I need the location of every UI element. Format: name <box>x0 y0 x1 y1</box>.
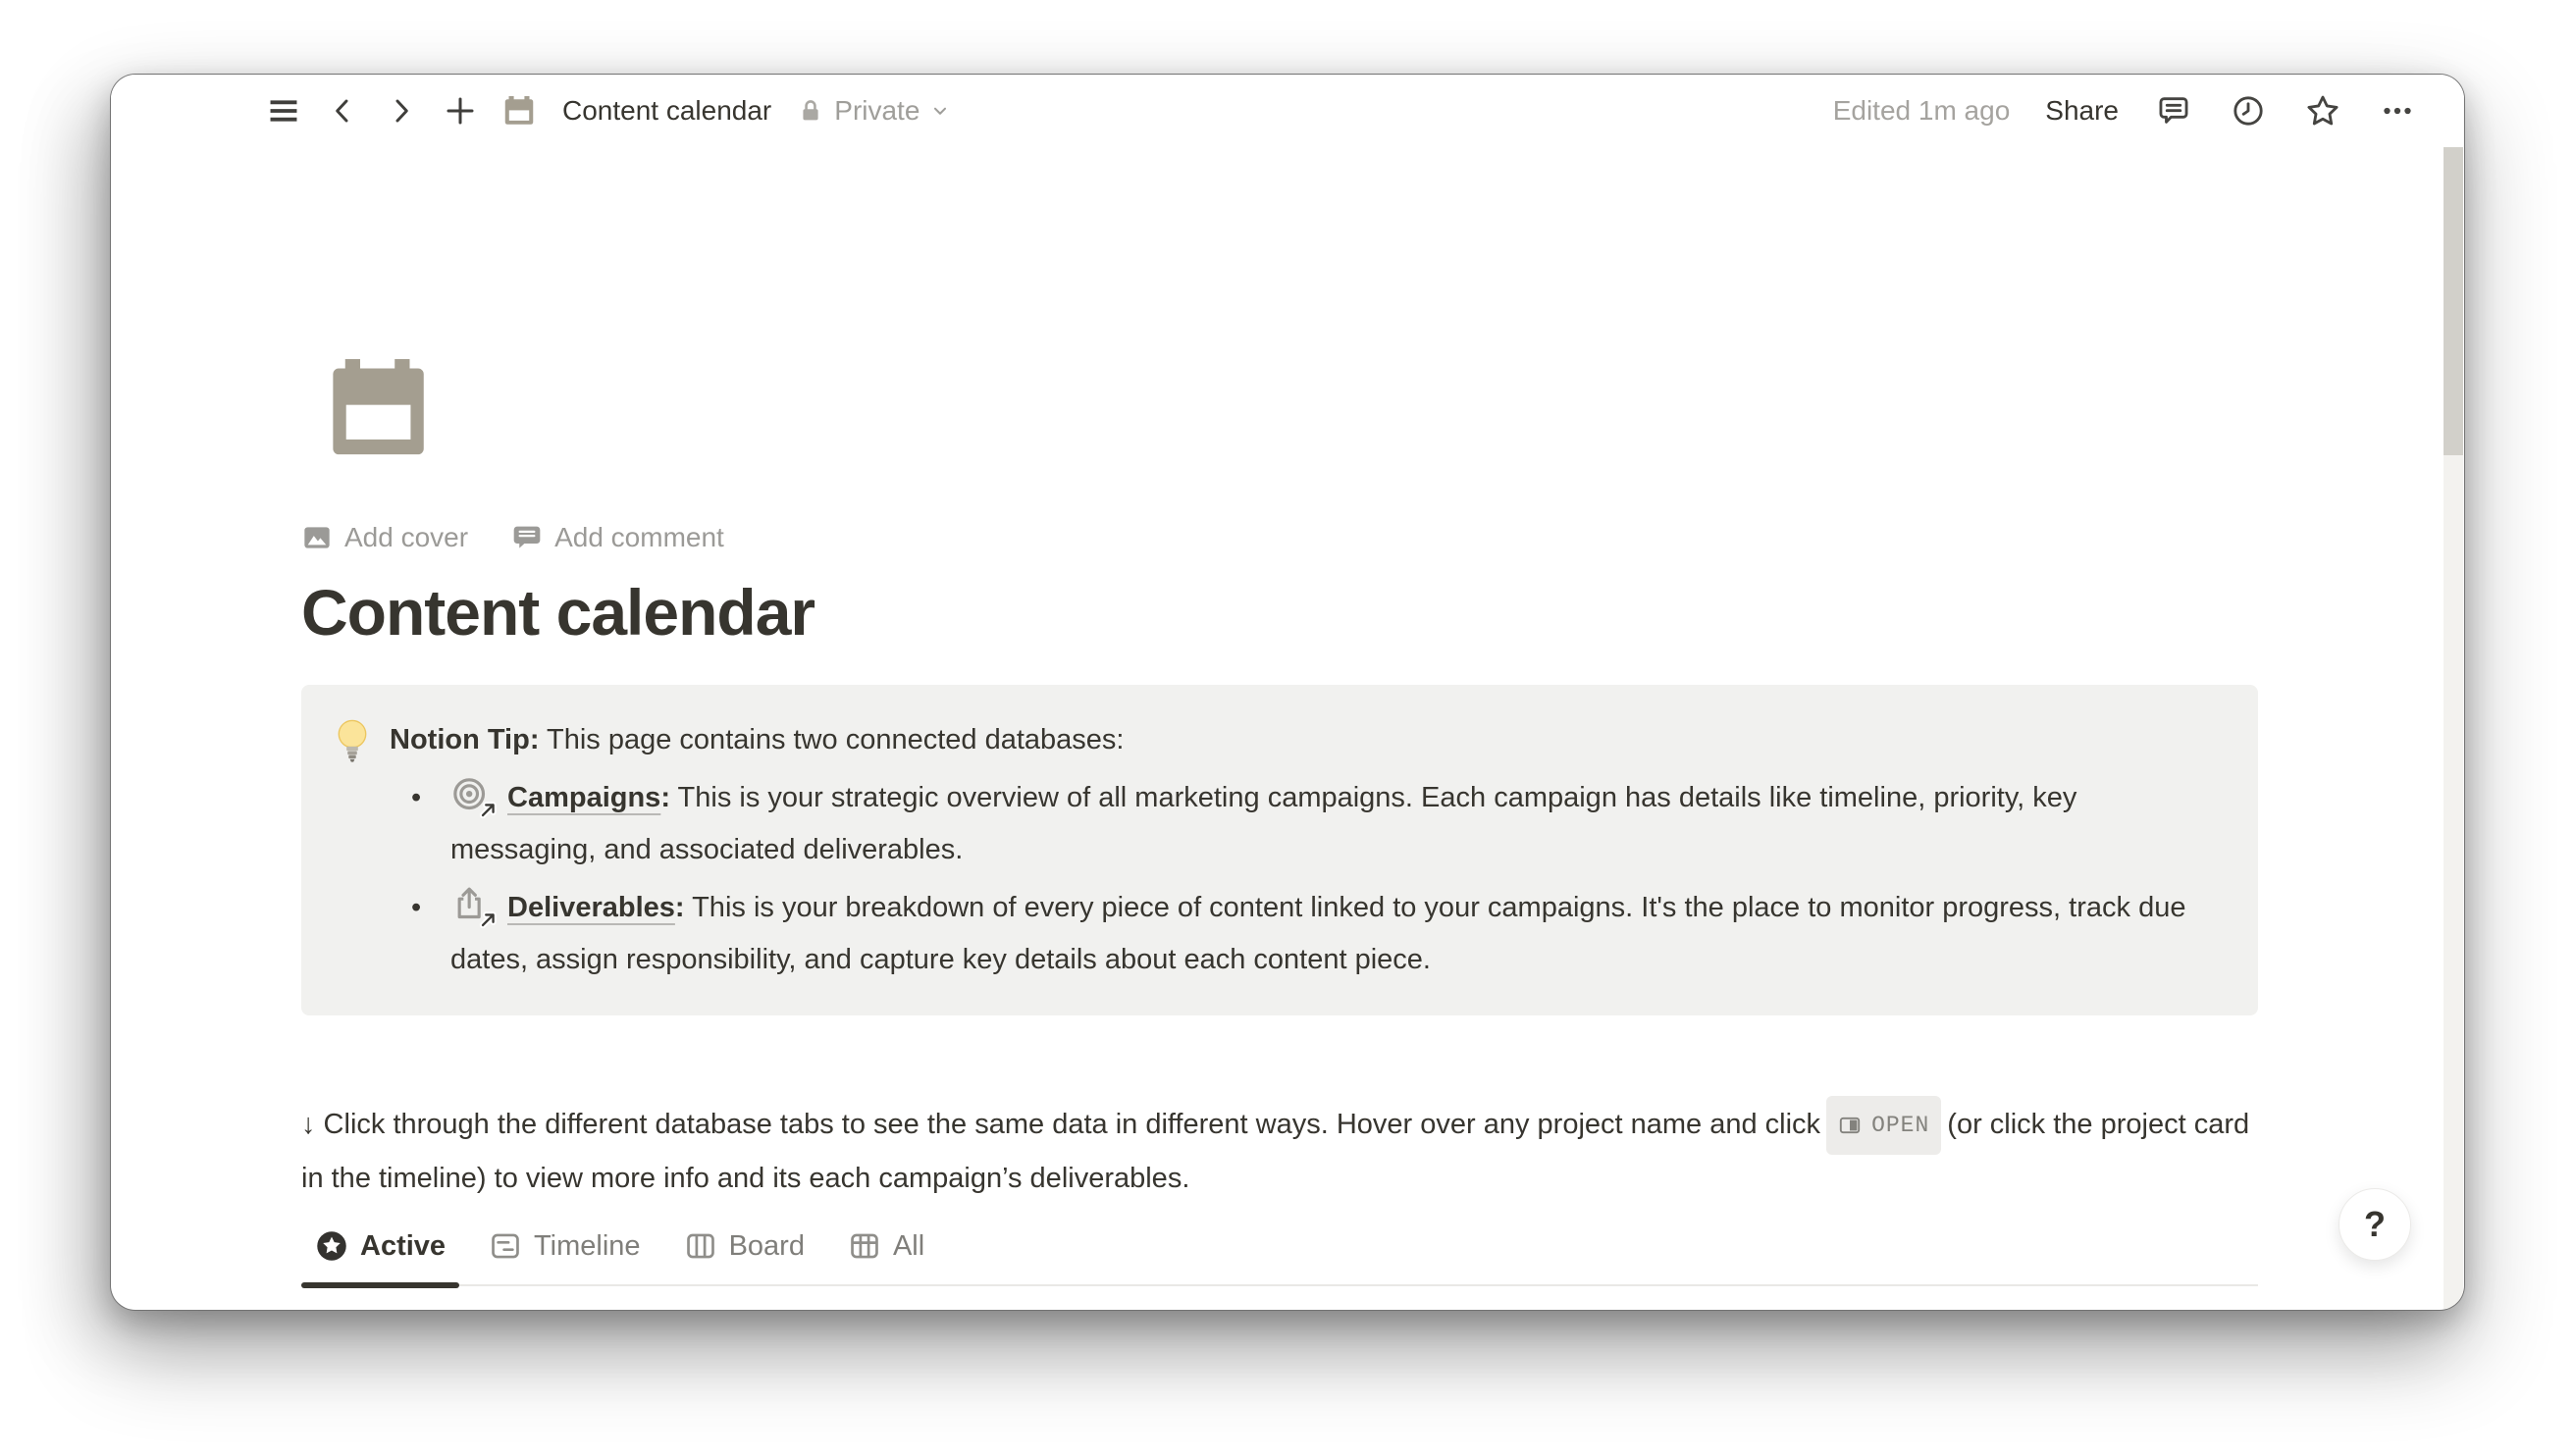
instruction-paragraph <box>301 1096 2258 1202</box>
tab-label: Timeline <box>534 1229 641 1262</box>
side-peek-icon <box>1838 1114 1862 1137</box>
notion-tip-label: Notion Tip: <box>390 724 540 755</box>
calendar-icon <box>501 93 537 129</box>
list-item <box>390 882 2223 986</box>
privacy-dropdown[interactable] <box>797 95 951 127</box>
callout-lead-text <box>390 714 2223 766</box>
star-circle-icon <box>315 1229 348 1263</box>
breadcrumb[interactable] <box>501 93 771 129</box>
page-title: Content calendar <box>301 576 815 649</box>
breadcrumb-page-title: Content calendar <box>562 95 772 126</box>
chevron-left-icon <box>327 95 358 127</box>
table-icon <box>848 1229 881 1263</box>
clock-icon <box>2231 93 2266 129</box>
scrollbar-track[interactable] <box>2444 147 2463 1309</box>
list-item <box>390 772 2223 876</box>
history-button[interactable] <box>2229 91 2268 130</box>
chevron-down-icon <box>929 100 951 122</box>
back-button[interactable] <box>323 91 362 130</box>
link-arrow-icon <box>478 909 499 930</box>
tab-label: All <box>892 1229 925 1262</box>
instruction-text-before: ↓ Click through the different database tabs to see the same data in different ways. Hover over any project name and click <box>301 1109 1821 1140</box>
tab-board[interactable] <box>670 1223 818 1284</box>
add-comment-button[interactable] <box>511 522 724 553</box>
database-view-tabs <box>301 1223 2258 1286</box>
campaigns-database-icon <box>450 775 496 814</box>
tab-label: Active <box>360 1229 447 1262</box>
bullet-dot: • <box>411 892 422 923</box>
timeline-icon <box>489 1229 522 1263</box>
callout-bullet-list <box>390 772 2223 986</box>
campaigns-link[interactable]: Campaigns <box>507 782 661 813</box>
page-icon-calendar[interactable] <box>323 359 437 457</box>
comment-icon <box>2156 93 2191 129</box>
favorite-button[interactable] <box>2303 91 2342 130</box>
share-button[interactable]: Share <box>2045 95 2119 126</box>
forward-button[interactable] <box>382 91 421 130</box>
chevron-right-icon <box>386 95 417 127</box>
tab-active[interactable] <box>301 1223 459 1284</box>
deliverables-link[interactable]: Deliverables <box>507 892 675 923</box>
board-icon <box>684 1229 717 1263</box>
tab-label: Board <box>728 1229 805 1262</box>
notion-window <box>110 74 2465 1311</box>
deliverables-description: This is your breakdown of every piece of content linked to your campaigns. It's the place to monitor progress, track due dates, assign responsibility, and capture key details about each content piece. <box>450 892 2186 975</box>
plus-icon <box>443 93 478 129</box>
toolbar <box>111 75 2464 147</box>
edited-timestamp: Edited 1m ago <box>1832 95 2011 126</box>
tab-all[interactable] <box>834 1223 938 1284</box>
deliverables-database-icon <box>450 885 496 924</box>
scrollbar-thumb[interactable] <box>2444 147 2463 455</box>
link-arrow-icon <box>478 799 499 820</box>
page-meta-actions <box>301 520 2258 555</box>
star-icon <box>2304 92 2341 130</box>
page-content <box>301 359 2258 1286</box>
lock-icon <box>797 97 824 125</box>
notion-tip-text: This page contains two connected databases: <box>539 724 1125 755</box>
add-cover-label: Add cover <box>344 522 469 552</box>
add-cover-button[interactable] <box>301 522 468 553</box>
instruction-text-after: (or click the project card in the timeline) to view more info and its each campaign’s deliverables. <box>301 1109 2250 1194</box>
comment-filled-icon <box>511 522 543 553</box>
ellipsis-icon <box>2380 93 2415 129</box>
sidebar-toggle-button[interactable] <box>264 91 303 130</box>
open-badge-label: OPEN <box>1871 1113 1930 1138</box>
bullet-dot: • <box>411 782 422 813</box>
hamburger-icon <box>265 92 302 130</box>
new-page-button[interactable] <box>441 91 480 130</box>
more-options-button[interactable] <box>2378 91 2417 130</box>
tab-timeline[interactable] <box>475 1223 655 1284</box>
image-icon <box>301 522 333 553</box>
question-mark-icon: ? <box>2364 1204 2386 1244</box>
open-badge <box>1826 1096 1941 1155</box>
colon: : <box>674 892 685 923</box>
campaigns-description: This is your strategic overview of all marketing campaigns. Each campaign has details like timeline, priority, key messaging, and associated deliverables. <box>450 782 2077 865</box>
privacy-label: Private <box>834 95 920 126</box>
help-button[interactable] <box>2339 1188 2411 1261</box>
notion-tip-callout <box>301 685 2258 1015</box>
comments-button[interactable] <box>2154 91 2193 130</box>
lightbulb-icon <box>331 714 374 766</box>
colon: : <box>660 782 670 813</box>
add-comment-label: Add comment <box>554 522 724 552</box>
